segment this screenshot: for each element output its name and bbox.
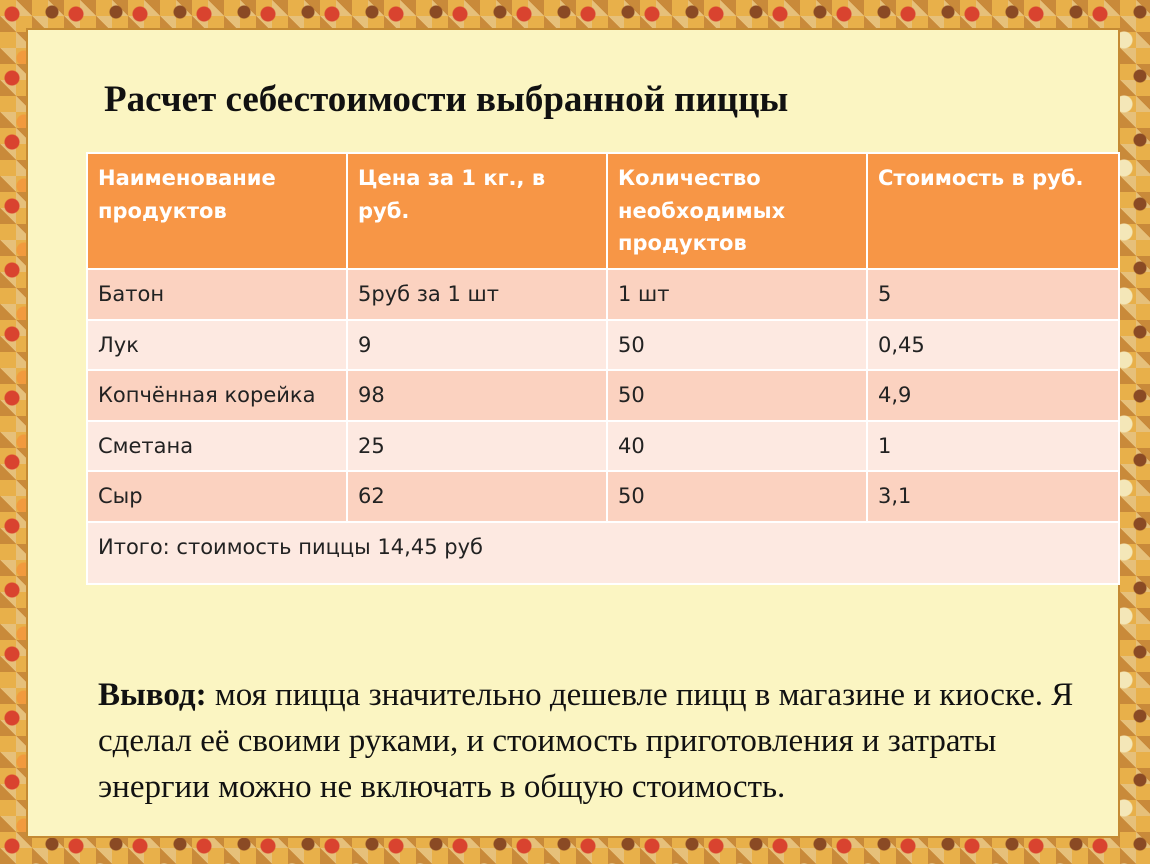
cell-cost: 0,45 — [867, 320, 1119, 371]
cell-quantity: 40 — [607, 421, 867, 472]
cell-price: 98 — [347, 370, 607, 421]
cell-quantity: 50 — [607, 320, 867, 371]
cell-cost: 4,9 — [867, 370, 1119, 421]
cell-cost: 1 — [867, 421, 1119, 472]
cell-price: 62 — [347, 471, 607, 522]
slide-title: Расчет себестоимости выбранной пиццы — [104, 79, 789, 120]
cell-cost: 5 — [867, 269, 1119, 320]
conclusion-text: моя пицца значительно дешевле пицц в магазине и киоске. Я сделал её своими руками, и стоимость приготовления и затраты энергии можно не включать в общую стоимость. — [98, 677, 1074, 805]
table-row — [87, 269, 1119, 320]
cell-product: Сметана — [87, 421, 347, 472]
cell-product: Копчённая корейка — [87, 370, 347, 421]
header-quantity: Количество необходимых продуктов — [607, 153, 867, 269]
cell-quantity: 50 — [607, 471, 867, 522]
total-cell: Итого: стоимость пиццы 14,45 руб — [87, 522, 1119, 584]
cell-quantity: 1 шт — [607, 269, 867, 320]
table-row — [87, 320, 1119, 371]
table-row — [87, 370, 1119, 421]
header-product-name: Наименование продуктов — [87, 153, 347, 269]
cell-price: 5руб за 1 шт — [347, 269, 607, 320]
cost-table — [86, 152, 1120, 585]
conclusion-paragraph — [98, 672, 1098, 810]
table-header-row — [87, 153, 1119, 269]
cell-quantity: 50 — [607, 370, 867, 421]
conclusion-label: Вывод: — [98, 677, 207, 713]
header-cost: Стоимость в руб. — [867, 153, 1119, 269]
cell-product: Лук — [87, 320, 347, 371]
cell-product: Сыр — [87, 471, 347, 522]
table-row — [87, 471, 1119, 522]
table-row — [87, 421, 1119, 472]
header-price-per-kg: Цена за 1 кг., в руб. — [347, 153, 607, 269]
total-row — [87, 522, 1119, 584]
cell-cost: 3,1 — [867, 471, 1119, 522]
cell-price: 25 — [347, 421, 607, 472]
cell-product: Батон — [87, 269, 347, 320]
slide-panel — [26, 28, 1120, 838]
cell-price: 9 — [347, 320, 607, 371]
